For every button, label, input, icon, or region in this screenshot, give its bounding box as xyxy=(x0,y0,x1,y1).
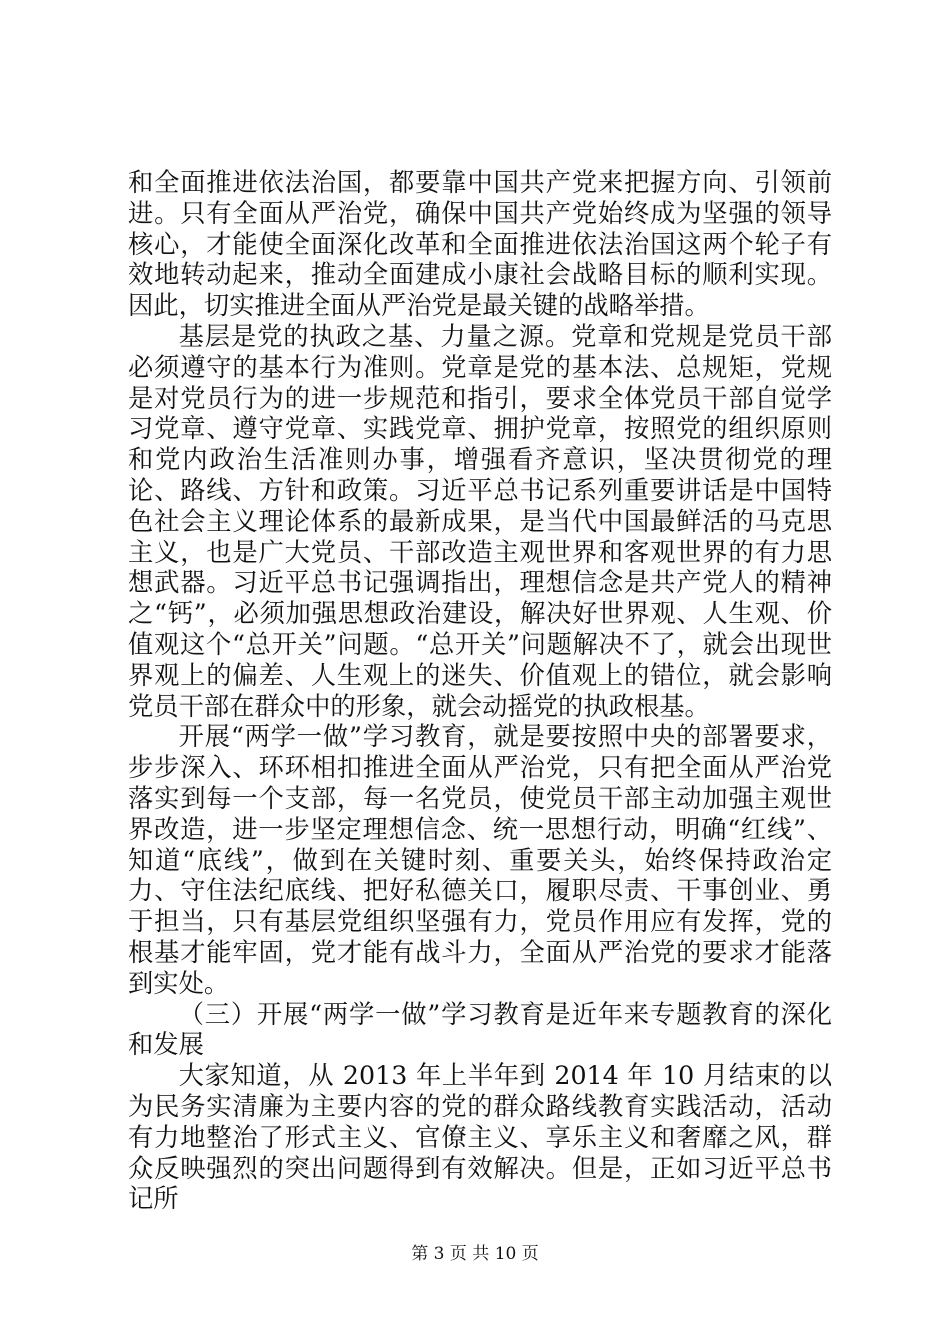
paragraph-1: 和全面推进依法治国，都要靠中国共产党来把握方向、引领前进。只有全面从严治党，确保中国共产党始终成为坚强的领导核心，才能使全面深化改革和全面推进依法治国这两个轮子有效地转动起来，推动全面建成小康社会战略目标的顺利实现。因此，切实推进全面从严治党是最关键的战略举措。 xyxy=(128,168,832,321)
document-body xyxy=(128,168,832,1215)
paragraph-4: 大家知道，从 2013 年上半年到 2014 年 10 月结束的以为民务实清廉为主要内容的党的群众路线教育实践活动，活动有力地整治了形式主义、官僚主义、享乐主义和奢靡之风，群众反映强烈的突出问题得到有效解决。但是，正如习近平总书记所 xyxy=(128,1061,832,1214)
paragraph-3: 开展“两学一做”学习教育，就是要按照中央的部署要求，步步深入、环环相扣推进全面从严治党，只有把全面从严治党落实到每一个支部，每一名党员，使党员干部主动加强主观世界改造，进一步坚定理想信念、统一思想行动，明确“红线”、知道“底线”，做到在关键时刻、重要关头，始终保持政治定力、守住法纪底线、把好私德关口，履职尽责、干事创业、勇于担当，只有基层党组织坚强有力，党员作用应有发挥，党的根基才能牢固，党才能有战斗力，全面从严治党的要求才能落到实处。 xyxy=(128,722,832,998)
paragraph-2: 基层是党的执政之基、力量之源。党章和党规是党员干部必须遵守的基本行为准则。党章是党的基本法、总规矩，党规是对党员行为的进一步规范和指引，要求全体党员干部自觉学习党章、遵守党章、实践党章、拥护党章，按照党的组织原则和党内政治生活准则办事，增强看齐意识，坚决贯彻党的理论、路线、方针和政策。习近平总书记系列重要讲话是中国特色社会主义理论体系的最新成果，是当代中国最鲜活的马克思主义，也是广大党员、干部改造主观世界和客观世界的有力思想武器。习近平总书记强调指出，理想信念是共产党人的精神之“钙”，必须加强思想政治建设，解决好世界观、人生观、价值观这个“总开关”问题。“总开关”问题解决不了，就会出现世界观上的偏差、人生观上的迷失、价值观上的错位，就会影响党员干部在群众中的形象，就会动摇党的执政根基。 xyxy=(128,321,832,721)
section-heading: （三）开展“两学一做”学习教育是近年来专题教育的深化和发展 xyxy=(128,999,832,1060)
page-number-footer: 第 3 页 共 10 页 xyxy=(411,1244,539,1264)
